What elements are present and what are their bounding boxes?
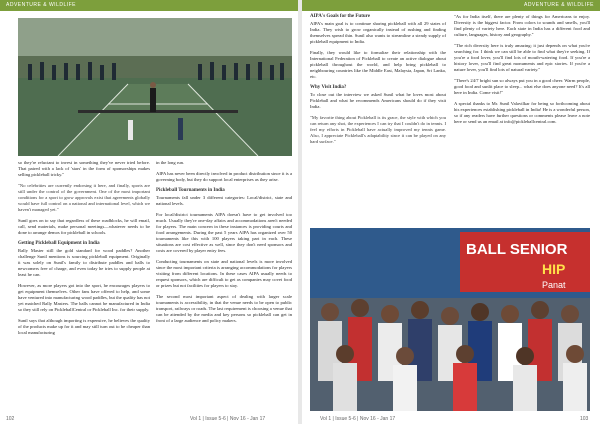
paragraph: "There's 24/7 bright sun so always put you in a good cheer. Warm people, good food and sunlit place to sleep... what else does anyone need? It's all here in India. Come visit!" [454,78,590,95]
paragraph: To close out the interview we asked Sunil what he loves most about Pickleball and what he recommends Americans should do if they visit India. [310,92,446,109]
group-photo [310,228,590,411]
left-page-column-2 [156,160,292,410]
banner-text-line-2: HIP [542,261,566,277]
paragraph: For local/district tournaments AIPA doesn't have to get involved too much. Usually they're one-day affairs and accommodations aren't needed for players. The main concern in these instances is providing courts and food arrangements. During the past 5 years AIPA has organized over 50 tournaments like this with 100 players taking part in each. These situations are cost effective as well, since they don't need sponsors and costs are covered by player entry fees. [156,212,292,253]
left-page-number: 102 [6,416,15,422]
court-photo-graphic [18,18,292,156]
section-heading: Getting Pickleball Equipment in India [18,241,100,246]
paragraph: Conducting tournaments on state and national levels is more involved since the most important criteria is arranging accommodations for players visiting from different locations. In these cases AIPA usually needs to request sponsors, which are difficult to get as companies may covet food or prizes but not facilities for players to stay. [156,259,292,288]
paragraph: However, as more players got into the sport, he encourages players to get equipment themselves. Other fans have offered to help, and some have ventured into manufacturing wood paddles, but the quality has not yet matched Rally Masters. The balls cannot be manufactured in India so they still rely on PickleballCentral or Pickleball Inc. for their supply. [18,283,150,312]
section-heading: AIPA's Goals for the Future [310,14,370,19]
paragraph: The second most important aspect of dealing with larger scale tournaments is accessibility, in that the venue needs to be open to public transport, railways or roads. The last requirement is choosing a venue that can be attended by the media and key persons so pickleball can get in front of a large audience and policy makers. [156,294,292,323]
right-page-column-1 [310,14,446,224]
paragraph: Finally, they would like to formalize their relationship with the International Federation of Pickleball to create an active dialogue about pickleball throughout the world, and help bring pickleball to neighbouring countries like the Middle East, Malaysia, Japan, Sri Lanka, etc. [310,50,446,79]
paragraph: "My favorite thing about Pickleball is its grace, the style with which you can return any shot, the experiences I can try that I couldn't do in tennis. I feel my efforts in Pickleball have actually improved my tennis game. Also, I appreciate Pickleball's adaptability since it can be played on any hard surface." [310,115,446,144]
players-court-photo [18,18,292,156]
paragraph: Sunil says that although importing is expensive, he believes the quality of the products make up for it and may still turn out to be cheaper than local manufacturing [18,318,150,335]
left-page-header: ADVENTURE & WILDLIFE [0,0,298,11]
paragraph: "No celebrities are currently endorsing it here, and finally, sports are still under the control of the government. One of the most important conditions for a sport to grow approvals exist that agreements globally would have full control on a national and international level, which we haven't managed yet." [18,183,150,212]
paragraph: "The rich diversity here is truly amazing; it just depends on what you're searching for. I think we can still be able to find what they're seeking. If you're a food lover, you'll find lots of mouth-watering food. If you're a history lover, you'll find great monuments and epic stories. If you're a nature lover, you'll find lots of natural variety." [454,43,590,72]
section-heading: Why Visit India? [310,85,347,90]
group-photo-graphic [310,228,590,411]
right-page-issue: Vol 1 | Issue 5-6 | Nov 16 - Jan 17 [320,416,396,422]
page-gutter [298,0,302,424]
section-heading: Pickleball Tournaments in India [156,188,225,193]
paragraph: Sunil goes on to say that regardless of these roadblocks, he will email, call, send materials, make personal meetings—whatever needs to be done to arrange demos for pickleball in schools. [18,218,150,235]
paragraph: so they're reluctant to invest in something they've never tried before. That paired with a lack of 'stars' in the form of sponsorships makes selling pickleball tricky." [18,160,150,177]
right-page-header: ADVENTURE & WILDLIFE [302,0,600,11]
banner-text-line-1: BALL SENIOR [466,241,568,258]
paragraph: AIPA's main goal is to continue sharing pickleball with all 29 states of India. They wish to grow organically instead of rushing and finding themselves spread thin. Sunil also wants to streamline a steady supply of pickleball equipment to India. [310,21,446,44]
left-page-issue: Vol 1 | Issue 5-6 | Nov 16 - Jan 17 [190,416,266,422]
paragraph: Rally Master still the gold standard for wood paddles? Another challenge Sunil mentions is sourcing pickleball equipment. Originally it was solely on Sunil's family to distribute paddles and balls to newcomers free of charge, and even today he tries to supply people at least he can. [18,248,150,277]
paragraph: Tournaments fall under 3 different categories: Local/district, state and national levels. [156,195,292,206]
paragraph: "As for India itself, there are plenty of things for Americans to enjoy. Diversity is the biggest factor. From colors to sounds and smells, you'll find plenty of variety here. Each state in India has a different food and culture, languages, history and geography." [454,14,590,37]
paragraph: AIPA has never been directly involved in product distribution since it is a governing body, but they do support local enterprises as they arise. [156,171,292,182]
right-page-number: 103 [580,416,589,422]
right-page-column-2 [454,14,590,224]
banner-text-line-3: Panat [542,280,566,290]
paragraph: A special thanks to Mr. Sunil Valavilkar for being so forthcoming about his experiences establishing pickleball in India! He is a wonderful person, so if any readers have further questions or comments please leave a note here or send us an email at info@pickleballcentral.com. [454,101,590,124]
left-page-column-1 [18,160,150,410]
paragraph: in the long run. [156,160,185,165]
